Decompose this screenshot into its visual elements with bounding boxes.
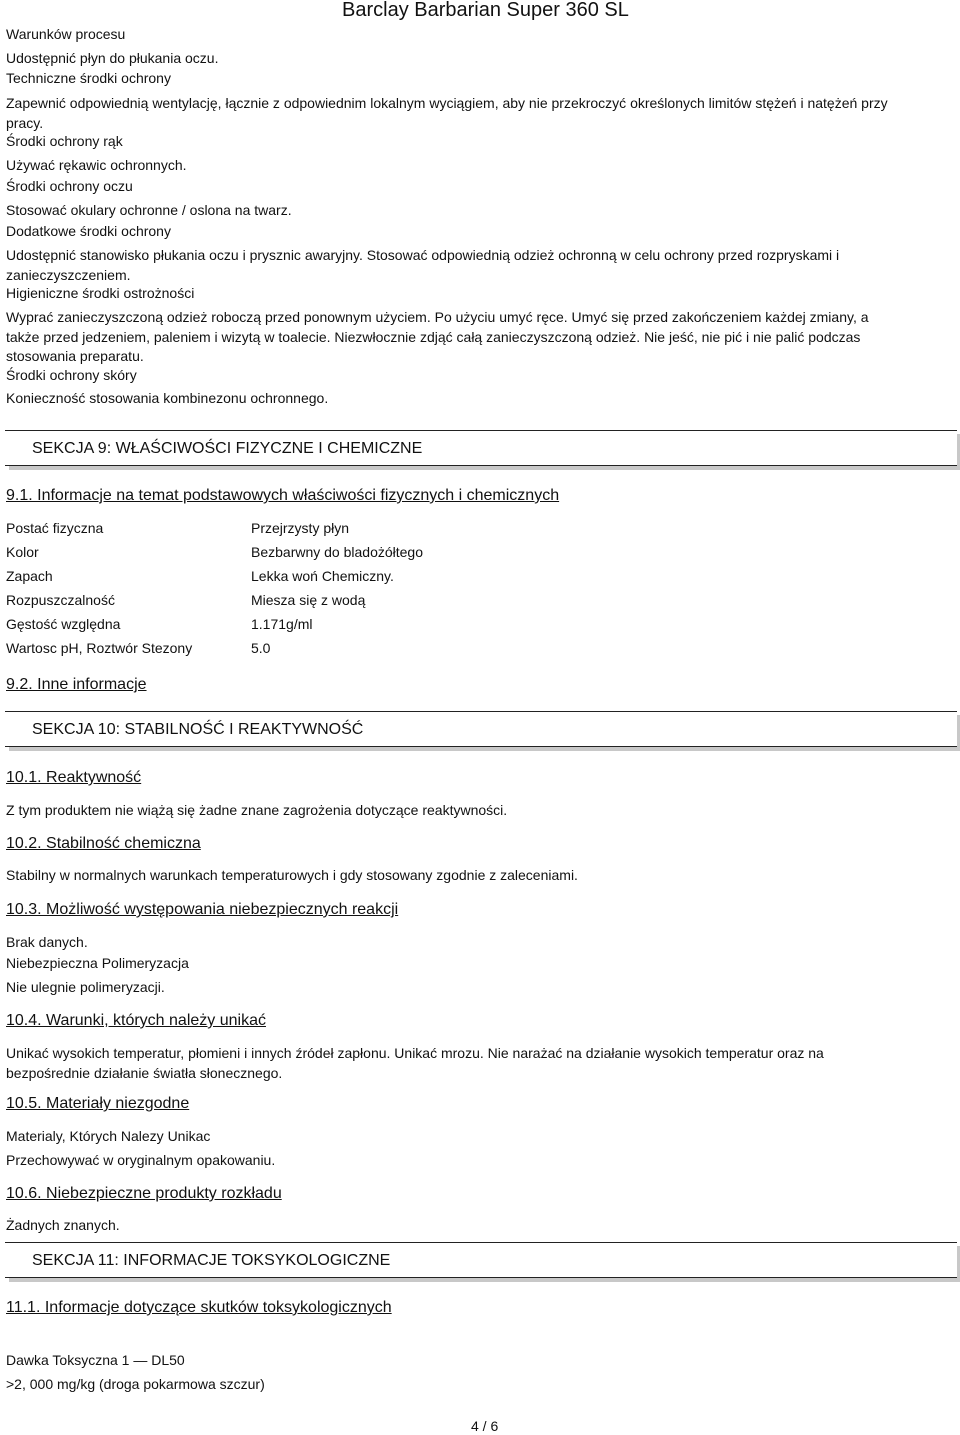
polymerization-label: Niebezpieczna Polimeryzacja <box>6 955 189 971</box>
property-label: Postać fizyczna <box>6 520 104 536</box>
stability-text: Stabilny w normalnych warunkach temperaturowych i gdy stosowany zgodnie z zaleceniami. <box>6 867 578 883</box>
subsection-10-3-title: 10.3. Możliwość występowania niebezpiecznych reakcji <box>6 901 399 918</box>
section-10-header <box>5 711 957 747</box>
section-11-title: SEKCJA 11: INFORMACJE TOKSYKOLOGICZNE <box>32 1252 391 1269</box>
subsection-11-1-title: 11.1. Informacje dotyczące skutków toksykologicznych <box>6 1299 392 1316</box>
toxic-dose-label: Dawka Toksyczna 1 — DL50 <box>6 1352 185 1368</box>
process-conditions-label: Warunków procesu <box>6 26 126 42</box>
property-value: Lekka woń Chemiczny. <box>251 568 394 584</box>
skin-protection-label: Środki ochrony skóry <box>6 367 137 383</box>
subsection-10-2-title: 10.2. Stabilność chemiczna <box>6 835 201 852</box>
process-conditions-text: Udostępnić płyn do płukania oczu. <box>6 50 219 66</box>
incompatible-materials-text: Przechowywać w oryginalnym opakowaniu. <box>6 1152 276 1168</box>
subsection-10-1-title: 10.1. Reaktywność <box>6 769 142 786</box>
hygiene-measures-label: Higieniczne środki ostrożności <box>6 285 195 301</box>
conditions-to-avoid-text: Unikać wysokich temperatur, płomieni i innych źródeł zapłonu. Unikać mrozu. Nie narażać na działanie wysokich temperatur oraz na bezpośrednie działanie światła słonecznego. <box>6 1045 824 1081</box>
additional-protection-text: Udostępnić stanowisko płukania oczu i prysznic awaryjny. Stosować odpowiednią odzież ochronną w celu ochrony przed rozpryskami i zanieczyszczeniem. <box>6 247 840 283</box>
property-label: Wartosc pH, Roztwór Stezony <box>6 640 193 656</box>
property-label: Zapach <box>6 568 53 584</box>
section-10-title: SEKCJA 10: STABILNOŚĆ I REAKTYWNOŚĆ <box>32 721 364 738</box>
subsection-10-5-title: 10.5. Materiały niezgodne <box>6 1095 190 1112</box>
eye-protection-label: Środki ochrony oczu <box>6 178 133 194</box>
property-label: Rozpuszczalność <box>6 592 115 608</box>
subsection-9-1-title: 9.1. Informacje na temat podstawowych właściwości fizycznych i chemicznych <box>6 487 560 504</box>
section-9-title: SEKCJA 9: WŁAŚCIWOŚCI FIZYCZNE I CHEMICZNE <box>32 440 423 457</box>
document-title: Barclay Barbarian Super 360 SL <box>342 0 629 21</box>
hand-protection-label: Środki ochrony rąk <box>6 133 123 149</box>
incompatible-materials-label: Materialy, Których Nalezy Unikac <box>6 1128 211 1144</box>
engineering-controls-text: Zapewnić odpowiednią wentylację, łącznie z odpowiednim lokalnym wyciągiem, aby nie przekroczyć określonych limitów stężeń i natężeń przy pracy. <box>6 95 888 131</box>
additional-protection-label: Dodatkowe środki ochrony <box>6 223 171 239</box>
page-number: 4 / 6 <box>471 1418 499 1434</box>
section-11-header <box>5 1242 957 1278</box>
toxic-dose-value: >2, 000 mg/kg (droga pokarmowa szczur) <box>6 1376 265 1392</box>
hazardous-reactions-text: Brak danych. <box>6 934 88 950</box>
section-9-header <box>5 430 957 466</box>
property-value: 1.171g/ml <box>251 616 313 632</box>
decomposition-products-text: Żadnych znanych. <box>6 1217 120 1233</box>
polymerization-text: Nie ulegnie polimeryzacji. <box>6 979 165 995</box>
hygiene-measures-text: Wyprać zanieczyszczoną odzież roboczą przed ponownym użyciem. Po użyciu umyć ręce. Umyć się przed zakończeniem każdej zmiany, a także przed jedzeniem, paleniem i wizytą w toalecie. Niezwłocznie zdjąć całą zanieczyszczoną odzież. Nie jeść, nie pić i nie palić podczas stosowania preparatu. <box>6 309 869 364</box>
reactivity-text: Z tym produktem nie wiążą się żadne znane zagrożenia dotyczące reaktywności. <box>6 802 508 818</box>
property-value: Bezbarwny do bladożółtego <box>251 544 424 560</box>
property-label: Kolor <box>6 544 39 560</box>
subsection-9-2-title: 9.2. Inne informacje <box>6 676 147 693</box>
subsection-10-6-title: 10.6. Niebezpieczne produkty rozkładu <box>6 1185 282 1202</box>
eye-protection-text: Stosować okulary ochronne / oslona na twarz. <box>6 202 292 218</box>
property-value: Miesza się z wodą <box>251 592 366 608</box>
property-value: Przejrzysty płyn <box>251 520 350 536</box>
skin-protection-text: Konieczność stosowania kombinezonu ochronnego. <box>6 390 329 406</box>
property-label: Gęstość względna <box>6 616 121 632</box>
property-value: 5.0 <box>251 640 271 656</box>
engineering-controls-label: Techniczne środki ochrony <box>6 70 171 86</box>
subsection-10-4-title: 10.4. Warunki, których należy unikać <box>6 1012 266 1029</box>
hand-protection-text: Używać rękawic ochronnych. <box>6 157 187 173</box>
